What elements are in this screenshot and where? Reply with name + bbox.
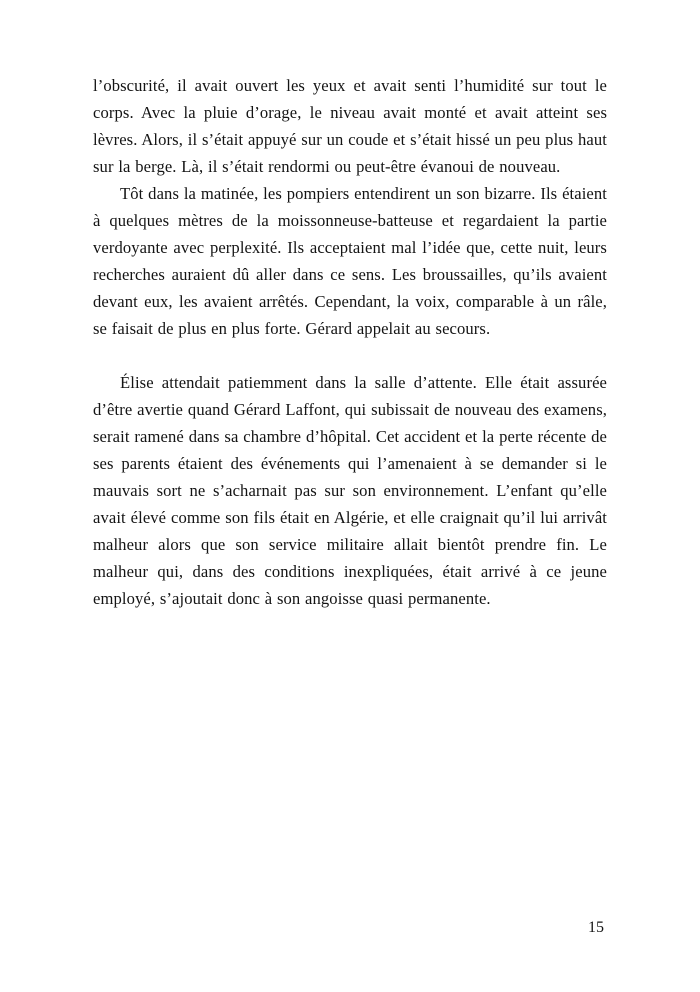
paragraph: Tôt dans la matinée, les pompiers entendirent un son bizarre. Ils étaient à quelques mètres de la moissonneuse-batteuse et regardaient la partie verdoyante avec perplexité. Ils acceptaient mal l’idée que, cette nuit, leurs recherches auraient dû aller dans ce sens. Les broussailles, qu’ils avaient devant eux, les avaient arrêtés. Cependant, la voix, comparable à un râle, se faisait de plus en plus forte. Gérard appelait au secours. — [93, 184, 607, 338]
page-number: 15 — [588, 919, 604, 936]
paragraph-continuation: l’obscurité, il avait ouvert les yeux et avait senti l’humidité sur tout le corps. Avec la pluie d’orage, le niveau avait monté et avait atteint ses lèvres. Alors, il s’était appuyé sur un coude et s’était hissé un peu plus haut sur la berge. Là, il s’était rendormi ou peut-être évanoui de nouveau. — [93, 76, 607, 176]
page-text-block — [93, 72, 607, 612]
paragraph: Élise attendait patiemment dans la salle d’attente. Elle était assurée d’être avertie quand Gérard Laffont, qui subissait de nouveau des examens, serait ramené dans sa chambre d’hôpital. Cet accident et la perte récente de ses parents étaient des événements qui l’amenaient à se demander si le mauvais sort ne s’acharnait pas sur son environnement. L’enfant qu’elle avait élevé comme son fils était en Algérie, et elle craignait qu’il lui arrivât malheur alors que son service militaire allait bientôt prendre fin. Le malheur qui, dans des conditions inexpliquées, était arrivé à ce jeune employé, s’ajoutait donc à son angoisse quasi permanente. — [93, 373, 607, 608]
